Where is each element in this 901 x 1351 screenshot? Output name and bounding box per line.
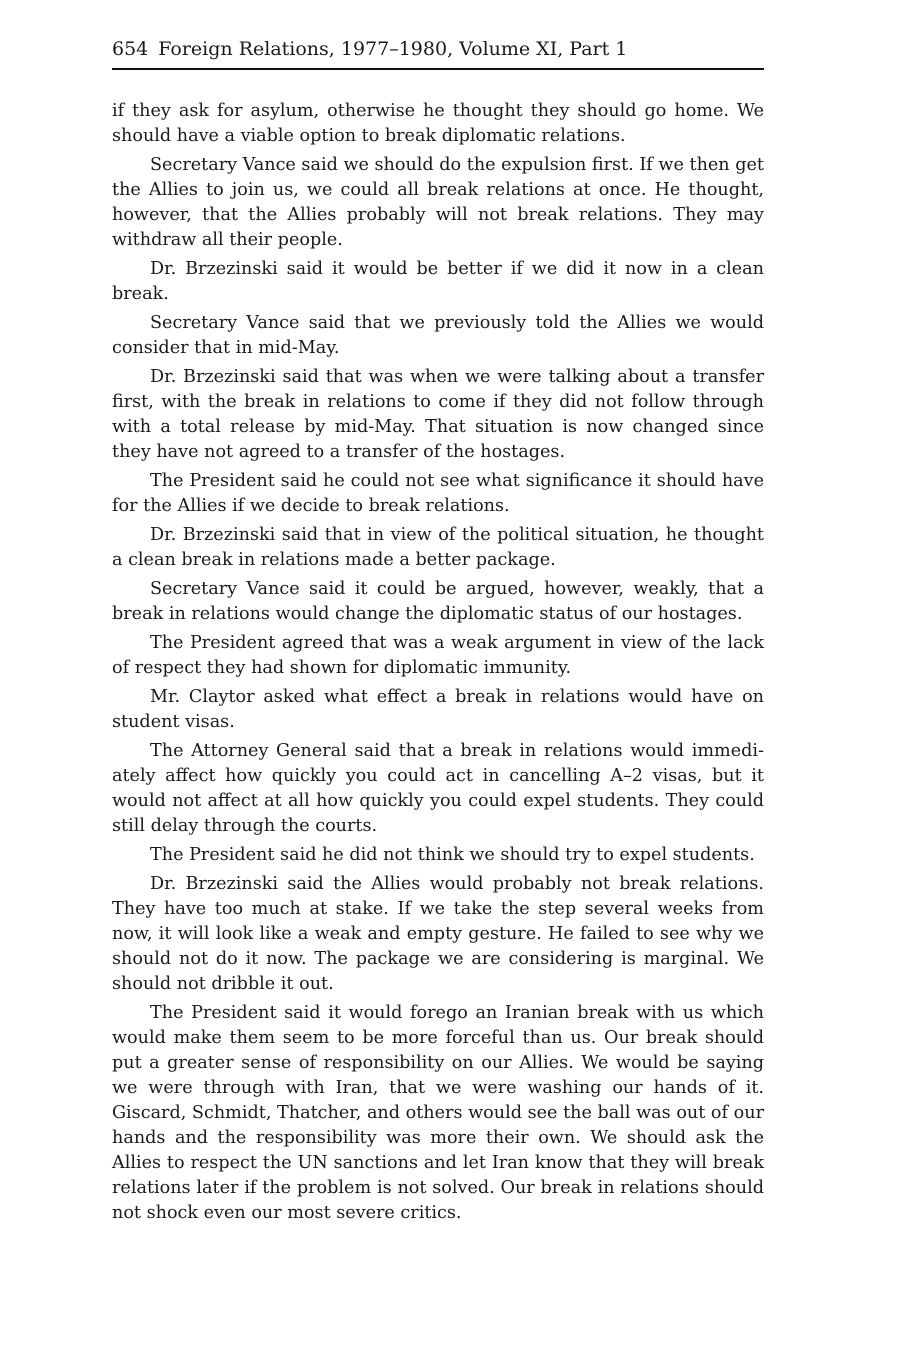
- running-title: Foreign Relations, 1977–1980, Volume XI, Part 1: [158, 38, 628, 60]
- paragraph: Secretary Vance said it could be argued, however, weakly, that a break in relations would change the diplomatic status of our hostages.: [112, 579, 764, 624]
- paragraph: The President said it would forego an Iranian break with us which would make them seem to be more forceful than us. Our break should put a greater sense of responsibility on our Allies. We would be saying we were through with Iran, that we were washing our hands of it. Giscard, Schmidt, Thatcher, and others would see the ball was out of our hands and the responsibility was more their own. We should ask the Allies to respect the UN sanctions and let Iran know that they will break relations later if the problem is not solved. Our break in relations should not shock even our most severe critics.: [112, 1003, 764, 1223]
- paragraph: The President said he did not think we should try to expel students.: [150, 845, 755, 865]
- header-rule: [112, 68, 764, 70]
- paragraph: Dr. Brzezinski said it would be better if we did it now in a clean break.: [112, 259, 764, 304]
- running-head: [112, 38, 764, 60]
- paragraph: The Attorney General said that a break in relations would immediately affect how quickly you could act in cancelling A–2 visas, but it would not affect at all how quickly you could expel students. They could still delay through the courts.: [112, 741, 764, 836]
- paragraph: if they ask for asylum, otherwise he thought they should go home. We should have a viable option to break diplomatic relations.: [112, 101, 764, 146]
- paragraph: Secretary Vance said we should do the expulsion first. If we then get the Allies to join us, we could all break relations at once. He thought, however, that the Allies probably will not break relations. They may withdraw all their people.: [112, 155, 764, 250]
- paragraph: The President said he could not see what significance it should have for the Allies if we decide to break relations.: [112, 471, 764, 516]
- paragraph: The President agreed that was a weak argument in view of the lack of respect they had shown for diplomatic immunity.: [112, 633, 764, 678]
- body-text: [112, 99, 764, 1230]
- page-number: 654: [112, 38, 149, 60]
- paragraph: Secretary Vance said that we previously told the Allies we would consider that in mid-May.: [112, 313, 764, 358]
- paragraph: Dr. Brzezinski said the Allies would probably not break relations. They have too much at stake. If we take the step several weeks from now, it will look like a weak and empty gesture. He failed to see why we should not do it now. The package we are considering is marginal. We should not dribble it out.: [112, 874, 764, 994]
- paragraph: Dr. Brzezinski said that was when we were talking about a transfer first, with the break in relations to come if they did not follow through with a total release by mid-May. That situation is now changed since they have not agreed to a transfer of the hostages.: [112, 367, 764, 462]
- paragraph: Dr. Brzezinski said that in view of the political situation, he thought a clean break in relations made a better package.: [112, 525, 764, 570]
- paragraph: Mr. Claytor asked what effect a break in relations would have on student visas.: [112, 687, 764, 732]
